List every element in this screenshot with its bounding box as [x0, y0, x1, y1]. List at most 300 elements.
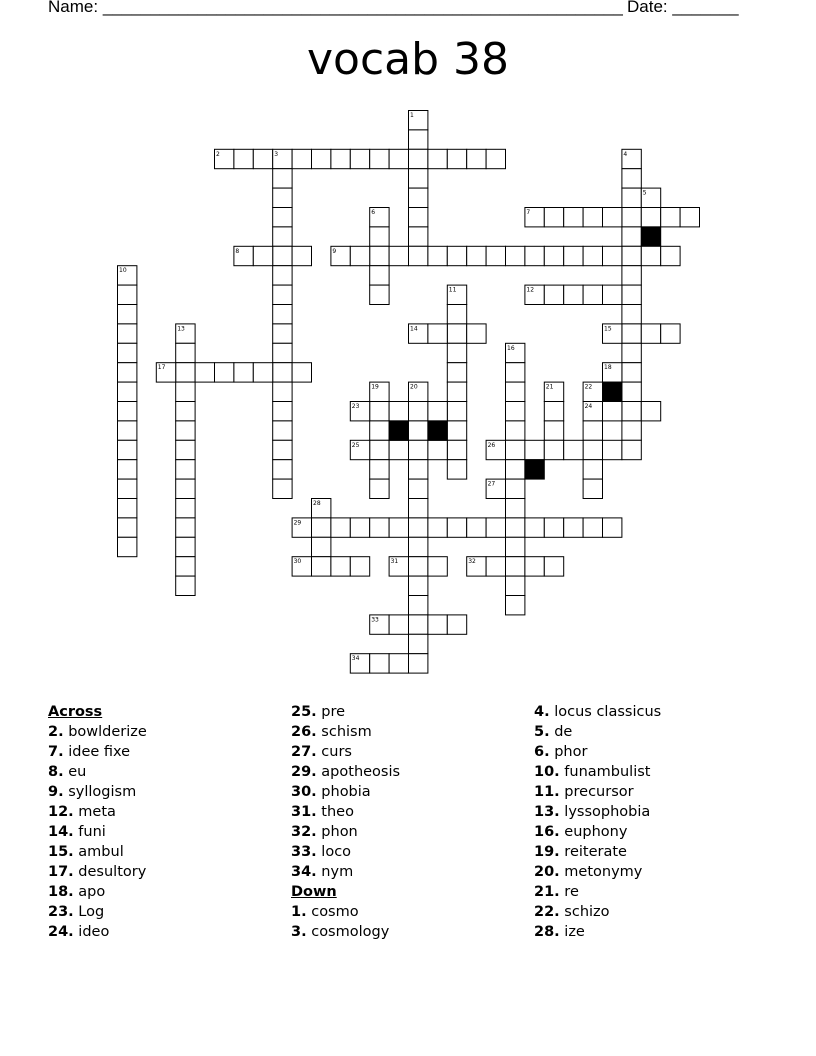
grid-cell[interactable] — [253, 149, 272, 168]
name-label: Name: — [48, 0, 99, 16]
grid-cell[interactable] — [118, 324, 137, 343]
clue-text: cosmo — [311, 904, 359, 920]
grid-cell[interactable] — [176, 440, 195, 459]
grid-cell[interactable] — [564, 518, 583, 537]
grid-cell[interactable] — [544, 421, 563, 440]
grid-cell[interactable] — [622, 324, 641, 343]
clue-number: 10. — [534, 764, 560, 780]
clue-number: 31. — [291, 804, 317, 820]
grid-cell[interactable] — [292, 246, 311, 265]
grid-cell[interactable] — [331, 518, 350, 537]
grid-cell[interactable] — [661, 324, 680, 343]
grid-cell[interactable] — [409, 169, 428, 188]
grid-cell[interactable] — [564, 285, 583, 304]
grid-cell[interactable] — [409, 208, 428, 227]
grid-cell[interactable] — [176, 363, 195, 382]
grid-cell[interactable] — [350, 518, 369, 537]
grid-cell[interactable] — [389, 149, 408, 168]
grid-cell[interactable] — [525, 518, 544, 537]
grid-cell[interactable] — [409, 130, 428, 149]
grid-cell[interactable] — [447, 440, 466, 459]
grid-cell[interactable] — [389, 402, 408, 421]
cell-number: 16 — [507, 344, 515, 352]
clue-across — [291, 742, 400, 762]
grid-cell[interactable] — [176, 518, 195, 537]
grid-cell[interactable] — [583, 440, 602, 459]
clue-number: 16. — [534, 824, 560, 840]
clue-number: 14. — [48, 824, 74, 840]
grid-cell[interactable] — [506, 518, 525, 537]
clue-number: 29. — [291, 764, 317, 780]
clue-down — [534, 922, 661, 942]
clue-number: 28. — [534, 924, 560, 940]
black-square — [641, 227, 660, 246]
clue-across — [48, 882, 147, 902]
clue-number: 1. — [291, 904, 307, 920]
clue-number: 22. — [534, 904, 560, 920]
grid-cell[interactable] — [622, 402, 641, 421]
grid-cell[interactable] — [350, 149, 369, 168]
grid-cell[interactable] — [641, 208, 660, 227]
clue-text: loco — [321, 844, 352, 860]
grid-cell[interactable] — [447, 421, 466, 440]
grid-cell[interactable] — [370, 227, 389, 246]
grid-cell[interactable] — [389, 440, 408, 459]
cell-number: 29 — [293, 519, 302, 527]
grid-cell[interactable] — [253, 246, 272, 265]
grid-cell[interactable] — [409, 479, 428, 498]
clue-down — [534, 742, 661, 762]
clue-text: funambulist — [564, 764, 651, 780]
grid-cell[interactable] — [564, 208, 583, 227]
grid-cell[interactable] — [447, 363, 466, 382]
grid-cell[interactable] — [273, 188, 292, 207]
cell-number: 15 — [604, 325, 612, 333]
grid-cell[interactable] — [273, 421, 292, 440]
grid-cell[interactable] — [622, 343, 641, 362]
grid-cell[interactable] — [350, 246, 369, 265]
grid-cell[interactable] — [118, 479, 137, 498]
grid-cell[interactable] — [176, 402, 195, 421]
clue-number: 8. — [48, 764, 64, 780]
grid-cell[interactable] — [409, 440, 428, 459]
grid-cell[interactable] — [506, 421, 525, 440]
clues-column-1 — [48, 702, 147, 942]
clue-across — [291, 862, 400, 882]
grid-cell[interactable] — [176, 421, 195, 440]
grid-cell[interactable] — [622, 227, 641, 246]
grid-cell[interactable] — [234, 363, 253, 382]
grid-cell[interactable] — [118, 305, 137, 324]
grid-cell[interactable] — [544, 557, 563, 576]
clue-text: funi — [78, 824, 106, 840]
clue-number: 32. — [291, 824, 317, 840]
clue-down — [534, 822, 661, 842]
grid-cell[interactable] — [525, 440, 544, 459]
grid-cell[interactable] — [564, 440, 583, 459]
grid-cell[interactable] — [622, 169, 641, 188]
grid-cell[interactable] — [273, 285, 292, 304]
grid-cell[interactable] — [564, 246, 583, 265]
grid-cell[interactable] — [447, 615, 466, 634]
grid-cell[interactable] — [312, 518, 331, 537]
name-blank: _______________________________________________________ — [102, 0, 623, 16]
grid-cell[interactable] — [176, 479, 195, 498]
grid-cell[interactable] — [273, 343, 292, 362]
clue-text: Log — [78, 904, 105, 920]
grid-cell[interactable] — [273, 363, 292, 382]
clue-text: bowlderize — [68, 724, 147, 740]
clue-text: euphony — [564, 824, 628, 840]
grid-cell[interactable] — [544, 208, 563, 227]
cell-number: 8 — [235, 247, 240, 255]
clue-down — [534, 842, 661, 862]
grid-cell[interactable] — [680, 208, 699, 227]
grid-cell[interactable] — [312, 149, 331, 168]
clue-down — [534, 802, 661, 822]
grid-cell[interactable] — [447, 305, 466, 324]
grid-cell[interactable] — [622, 246, 641, 265]
cell-number: 26 — [487, 441, 496, 449]
grid-cell[interactable] — [273, 266, 292, 285]
grid-cell[interactable] — [486, 557, 505, 576]
clue-down — [534, 762, 661, 782]
grid-cell[interactable] — [603, 285, 622, 304]
clue-text: ambul — [78, 844, 124, 860]
cell-number: 11 — [448, 286, 457, 294]
clue-down — [534, 722, 661, 742]
grid-cell[interactable] — [118, 499, 137, 518]
grid-cell[interactable] — [312, 537, 331, 556]
grid-cell[interactable] — [118, 537, 137, 556]
clue-across — [48, 722, 147, 742]
grid-cell[interactable] — [525, 246, 544, 265]
grid-cell[interactable] — [350, 557, 369, 576]
clue-text: apo — [78, 884, 106, 900]
grid-cell[interactable] — [622, 440, 641, 459]
grid-cell[interactable] — [467, 324, 486, 343]
grid-cell[interactable] — [428, 246, 447, 265]
clue-down — [534, 702, 661, 722]
grid-cell[interactable] — [506, 246, 525, 265]
grid-cell[interactable] — [447, 402, 466, 421]
grid-cell[interactable] — [273, 305, 292, 324]
clue-number: 11. — [534, 784, 560, 800]
grid-cell[interactable] — [544, 285, 563, 304]
grid-cell[interactable] — [525, 557, 544, 576]
grid-cell[interactable] — [273, 208, 292, 227]
clue-number: 2. — [48, 724, 64, 740]
grid-cell[interactable] — [176, 460, 195, 479]
grid-cell[interactable] — [486, 149, 505, 168]
grid-cell[interactable] — [506, 363, 525, 382]
grid-cell[interactable] — [409, 402, 428, 421]
grid-cell[interactable] — [118, 518, 137, 537]
grid-cell[interactable] — [583, 460, 602, 479]
grid-cell[interactable] — [506, 460, 525, 479]
grid-cell[interactable] — [409, 596, 428, 615]
grid-cell[interactable] — [176, 499, 195, 518]
grid-cell[interactable] — [428, 440, 447, 459]
grid-cell[interactable] — [389, 246, 408, 265]
grid-cell[interactable] — [467, 246, 486, 265]
grid-cell[interactable] — [428, 324, 447, 343]
grid-cell[interactable] — [370, 440, 389, 459]
grid-cell[interactable] — [176, 557, 195, 576]
clue-number: 13. — [534, 804, 560, 820]
grid-cell[interactable] — [195, 363, 214, 382]
clue-across — [48, 742, 147, 762]
grid-cell[interactable] — [409, 460, 428, 479]
cell-number: 10 — [119, 267, 127, 275]
clues-column-3 — [534, 702, 661, 942]
clue-text: lyssophobia — [564, 804, 651, 820]
grid-cell[interactable] — [447, 518, 466, 537]
grid-cell[interactable] — [622, 421, 641, 440]
grid-cell[interactable] — [641, 324, 660, 343]
grid-cell[interactable] — [409, 518, 428, 537]
grid-cell[interactable] — [622, 208, 641, 227]
grid-cell[interactable] — [544, 402, 563, 421]
grid-cell[interactable] — [447, 149, 466, 168]
cell-number: 1 — [410, 112, 414, 119]
grid-cell[interactable] — [370, 479, 389, 498]
clues-column-2 — [291, 702, 400, 942]
cell-number: 3 — [274, 150, 279, 158]
cell-number: 4 — [623, 150, 628, 158]
grid-cell[interactable] — [506, 576, 525, 595]
clue-across — [291, 782, 400, 802]
grid-cell[interactable] — [544, 440, 563, 459]
clue-down — [534, 882, 661, 902]
clue-text: syllogism — [68, 784, 137, 800]
grid-cell[interactable] — [486, 246, 505, 265]
grid-cell[interactable] — [622, 188, 641, 207]
grid-cell[interactable] — [583, 479, 602, 498]
grid-cell[interactable] — [118, 440, 137, 459]
grid-cell[interactable] — [506, 499, 525, 518]
clue-number: 17. — [48, 864, 74, 880]
grid-cell[interactable] — [234, 149, 253, 168]
grid-cell[interactable] — [622, 382, 641, 401]
date-label: Date: — [627, 0, 668, 16]
grid-cell[interactable] — [467, 518, 486, 537]
grid-cell[interactable] — [583, 421, 602, 440]
grid-cell[interactable] — [273, 479, 292, 498]
grid-cell[interactable] — [370, 285, 389, 304]
clue-number: 7. — [48, 744, 64, 760]
black-square — [428, 421, 447, 440]
clue-text: schizo — [564, 904, 610, 920]
clue-text: phon — [321, 824, 358, 840]
clue-across — [48, 802, 147, 822]
grid-cell[interactable] — [118, 343, 137, 362]
grid-cell[interactable] — [409, 246, 428, 265]
clue-text: cosmology — [311, 924, 390, 940]
grid-cell[interactable] — [622, 266, 641, 285]
clue-across — [48, 922, 147, 942]
grid-cell[interactable] — [544, 518, 563, 537]
grid-cell[interactable] — [603, 518, 622, 537]
grid-cell[interactable] — [506, 479, 525, 498]
down-heading: Down — [291, 884, 337, 900]
grid-cell[interactable] — [331, 557, 350, 576]
clue-text: apotheosis — [321, 764, 401, 780]
grid-cell[interactable] — [273, 440, 292, 459]
grid-cell[interactable] — [389, 654, 408, 673]
grid-cell[interactable] — [622, 363, 641, 382]
cell-number: 2 — [216, 150, 220, 158]
cell-number: 18 — [604, 364, 612, 372]
grid-cell[interactable] — [118, 382, 137, 401]
grid-cell[interactable] — [292, 149, 311, 168]
grid-cell[interactable] — [447, 343, 466, 362]
grid-cell[interactable] — [370, 518, 389, 537]
grid-cell[interactable] — [506, 402, 525, 421]
grid-cell[interactable] — [506, 596, 525, 615]
grid-cell[interactable] — [118, 363, 137, 382]
grid-cell[interactable] — [409, 188, 428, 207]
clue-down — [291, 922, 400, 942]
clue-text: theo — [321, 804, 354, 820]
grid-cell[interactable] — [603, 246, 622, 265]
grid-cell[interactable] — [409, 557, 428, 576]
grid-cell[interactable] — [409, 227, 428, 246]
clue-down — [291, 902, 400, 922]
grid-cell[interactable] — [428, 149, 447, 168]
cell-number: 20 — [410, 383, 418, 391]
clue-number: 23. — [48, 904, 74, 920]
grid-cell[interactable] — [409, 149, 428, 168]
grid-cell[interactable] — [118, 402, 137, 421]
grid-cell[interactable] — [622, 285, 641, 304]
grid-cell[interactable] — [253, 363, 272, 382]
grid-cell[interactable] — [389, 615, 408, 634]
grid-cell[interactable] — [370, 246, 389, 265]
grid-cell[interactable] — [622, 305, 641, 324]
clue-across — [291, 822, 400, 842]
cell-number: 27 — [487, 480, 496, 488]
grid-cell[interactable] — [312, 557, 331, 576]
grid-cell[interactable] — [409, 421, 428, 440]
grid-cell[interactable] — [273, 324, 292, 343]
grid-cell[interactable] — [661, 246, 680, 265]
black-square — [389, 421, 408, 440]
grid-cell[interactable] — [506, 537, 525, 556]
grid-cell[interactable] — [603, 440, 622, 459]
grid-cell[interactable] — [506, 440, 525, 459]
grid-cell[interactable] — [273, 460, 292, 479]
black-square — [525, 460, 544, 479]
cell-number: 17 — [157, 364, 166, 372]
clue-text: desultory — [78, 864, 147, 880]
grid-cell[interactable] — [428, 557, 447, 576]
grid-cell[interactable] — [370, 266, 389, 285]
cell-number: 14 — [410, 325, 418, 333]
grid-cell[interactable] — [370, 460, 389, 479]
grid-cell[interactable] — [603, 402, 622, 421]
clue-text: phor — [554, 744, 588, 760]
grid-cell[interactable] — [583, 208, 602, 227]
grid-cell[interactable] — [641, 246, 660, 265]
grid-cell[interactable] — [428, 402, 447, 421]
grid-cell[interactable] — [583, 518, 602, 537]
grid-cell[interactable] — [447, 460, 466, 479]
grid-cell[interactable] — [428, 615, 447, 634]
grid-cell[interactable] — [370, 421, 389, 440]
grid-cell[interactable] — [370, 402, 389, 421]
cell-number: 7 — [526, 209, 531, 216]
grid-cell[interactable] — [409, 654, 428, 673]
grid-cell[interactable] — [118, 421, 137, 440]
grid-cell[interactable] — [447, 246, 466, 265]
grid-cell[interactable] — [428, 518, 447, 537]
grid-cell[interactable] — [447, 324, 466, 343]
grid-cell[interactable] — [176, 343, 195, 362]
cell-number: 28 — [313, 500, 321, 507]
grid-cell[interactable] — [583, 246, 602, 265]
clue-number: 4. — [534, 704, 550, 720]
grid-cell[interactable] — [409, 576, 428, 595]
clue-number: 21. — [534, 884, 560, 900]
grid-cell[interactable] — [176, 576, 195, 595]
grid-cell[interactable] — [273, 169, 292, 188]
grid-cell[interactable] — [603, 208, 622, 227]
grid-cell[interactable] — [292, 363, 311, 382]
clue-down — [534, 782, 661, 802]
grid-cell[interactable] — [370, 654, 389, 673]
clue-number: 12. — [48, 804, 74, 820]
grid-cell[interactable] — [641, 402, 660, 421]
grid-cell[interactable] — [118, 460, 137, 479]
cell-number: 9 — [332, 247, 337, 255]
grid-cell[interactable] — [409, 537, 428, 556]
date-blank: _______ — [672, 0, 739, 16]
grid-cell[interactable] — [506, 557, 525, 576]
grid-cell[interactable] — [273, 246, 292, 265]
grid-cell[interactable] — [370, 149, 389, 168]
grid-cell[interactable] — [273, 402, 292, 421]
grid-cell[interactable] — [331, 149, 350, 168]
clue-down — [534, 862, 661, 882]
clue-number: 15. — [48, 844, 74, 860]
clue-across — [291, 702, 400, 722]
grid-cell[interactable] — [389, 518, 408, 537]
grid-cell[interactable] — [661, 208, 680, 227]
grid-cell[interactable] — [273, 382, 292, 401]
grid-cell[interactable] — [486, 518, 505, 537]
clue-number: 25. — [291, 704, 317, 720]
grid-cell[interactable] — [409, 634, 428, 653]
grid-cell[interactable] — [409, 499, 428, 518]
grid-cell[interactable] — [273, 227, 292, 246]
grid-cell[interactable] — [409, 615, 428, 634]
grid-cell[interactable] — [583, 285, 602, 304]
grid-cell[interactable] — [544, 246, 563, 265]
grid-cell[interactable] — [506, 382, 525, 401]
clue-text: ideo — [78, 924, 110, 940]
clue-number: 30. — [291, 784, 317, 800]
grid-cell[interactable] — [447, 382, 466, 401]
clue-text: idee fixe — [68, 744, 131, 760]
grid-cell[interactable] — [176, 537, 195, 556]
grid-cell[interactable] — [118, 285, 137, 304]
cell-number: 32 — [468, 558, 476, 566]
grid-cell[interactable] — [215, 363, 234, 382]
grid-cell[interactable] — [176, 382, 195, 401]
clue-text: ize — [564, 924, 585, 940]
grid-cell[interactable] — [467, 149, 486, 168]
